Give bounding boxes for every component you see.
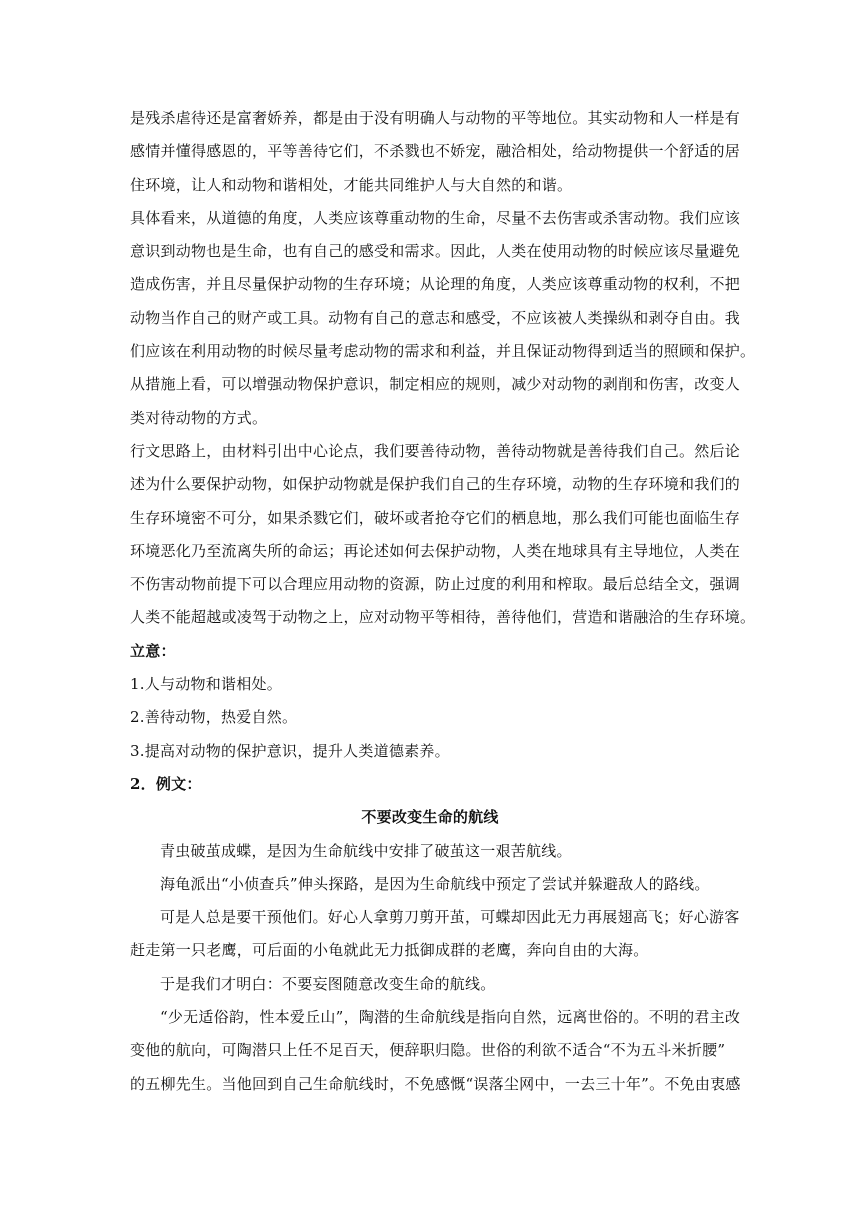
document-page <box>130 102 756 1101</box>
text-line: 动物当作自己的财产或工具。动物有自己的意志和感受，不应该被人类操纵和剥夺自由。我 <box>130 308 741 327</box>
essay-line: 变他的航向，可陶潜只上任不足百天，便辞职归隐。世俗的利欲不适合“不为五斗米折腰” <box>130 1041 726 1060</box>
text-line: 感情并懂得感恩的，平等善待它们，不杀戮也不娇宠，融洽相处，给动物提供一个舒适的居 <box>130 142 741 161</box>
essay-line: 赶走第一只老鹰，可后面的小龟就此无力抵御成群的老鹰，奔向自由的大海。 <box>130 941 649 960</box>
text-line: 生存环境密不可分，如果杀戮它们，破坏或者抢夺它们的栖息地，那么我们可能也面临生存 <box>130 508 741 527</box>
text-line: 行文思路上，由材料引出中心论点，我们要善待动物，善待动物就是善待我们自己。然后论 <box>130 441 741 460</box>
text-line: 从措施上看，可以增强动物保护意识，制定相应的规则，减少对动物的剥削和伤害，改变人 <box>130 375 741 394</box>
example-heading: 2．例文： <box>130 774 202 793</box>
essay-title: 不要改变生命的航线 <box>361 808 499 827</box>
text-line: 人类不能超越或凌驾于动物之上，应对动物平等相待，善待他们，营造和谐融洽的生存环境。 <box>130 608 756 627</box>
example-section <box>130 768 741 1101</box>
paragraph-2 <box>130 202 756 435</box>
text-line: 意识到动物也是生命，也有自己的感受和需求。因此，人类在使用动物的时候应该尽量避免 <box>130 242 741 261</box>
essay-line: 可是人总是要干预他们。好心人拿剪刀剪开茧，可蝶却因此无力再展翅高飞；好心游客 <box>160 908 740 927</box>
text-line: 是残杀虐待还是富奢娇养，都是由于没有明确人与动物的平等地位。其实动物和人一样是有 <box>130 109 741 127</box>
paragraph-1 <box>130 102 741 202</box>
text-line: 述为什么要保护动物，如保护动物就是保护我们自己的生存环境，动物的生存环境和我们的 <box>130 475 741 494</box>
intent-item: 2.善待动物，热爱自然。 <box>130 708 298 727</box>
text-line: 住环境，让人和动物和谐相处，才能共同维护人与大自然的和谐。 <box>130 175 573 194</box>
essay-line: 青虫破茧成蝶，是因为生命航线中安排了破茧这一艰苦航线。 <box>160 841 572 860</box>
text-line: 类对待动物的方式。 <box>130 408 268 427</box>
paragraph-3 <box>130 435 756 635</box>
essay-line: 于是我们才明白：不要妄图随意改变生命的航线。 <box>160 974 496 993</box>
text-line: 们应该在利用动物的时候尽量考虑动物的需求和利益，并且保证动物得到适当的照顾和保护。 <box>130 342 756 361</box>
essay-line: 海龟派出“小侦查兵”伸头探路，是因为生命航线中预定了尝试并躲避敌人的路线。 <box>160 874 710 893</box>
text-line: 不伤害动物前提下可以合理应用动物的资源，防止过度的利用和榨取。最后总结全文，强调 <box>130 575 741 594</box>
text-line: 造成伤害，并且尽量保护动物的生存环境；从论理的角度，人类应该尊重动物的权利，不把 <box>130 275 741 294</box>
intent-section <box>130 635 730 768</box>
intent-item: 1.人与动物和谐相处。 <box>130 675 283 694</box>
text-line: 具体看来，从道德的角度，人类应该尊重动物的生命，尽量不去伤害或杀害动物。我们应该 <box>130 208 741 227</box>
essay-line: 的五柳先生。当他回到自己生命航线时，不免感慨“误落尘网中，一去三十年”。不免由衷感 <box>130 1074 741 1093</box>
text-line: 环境恶化乃至流离失所的命运；再论述如何去保护动物，人类在地球具有主导地位，人类在 <box>130 541 741 560</box>
intent-item: 3.提高对动物的保护意识，提升人类道德素养。 <box>130 741 450 760</box>
intent-heading: 立意： <box>130 641 176 660</box>
essay-line: “少无适俗韵，性本爱丘山”，陶潜的生命航线是指向自然，远离世俗的。不明的君主改 <box>160 1008 741 1027</box>
